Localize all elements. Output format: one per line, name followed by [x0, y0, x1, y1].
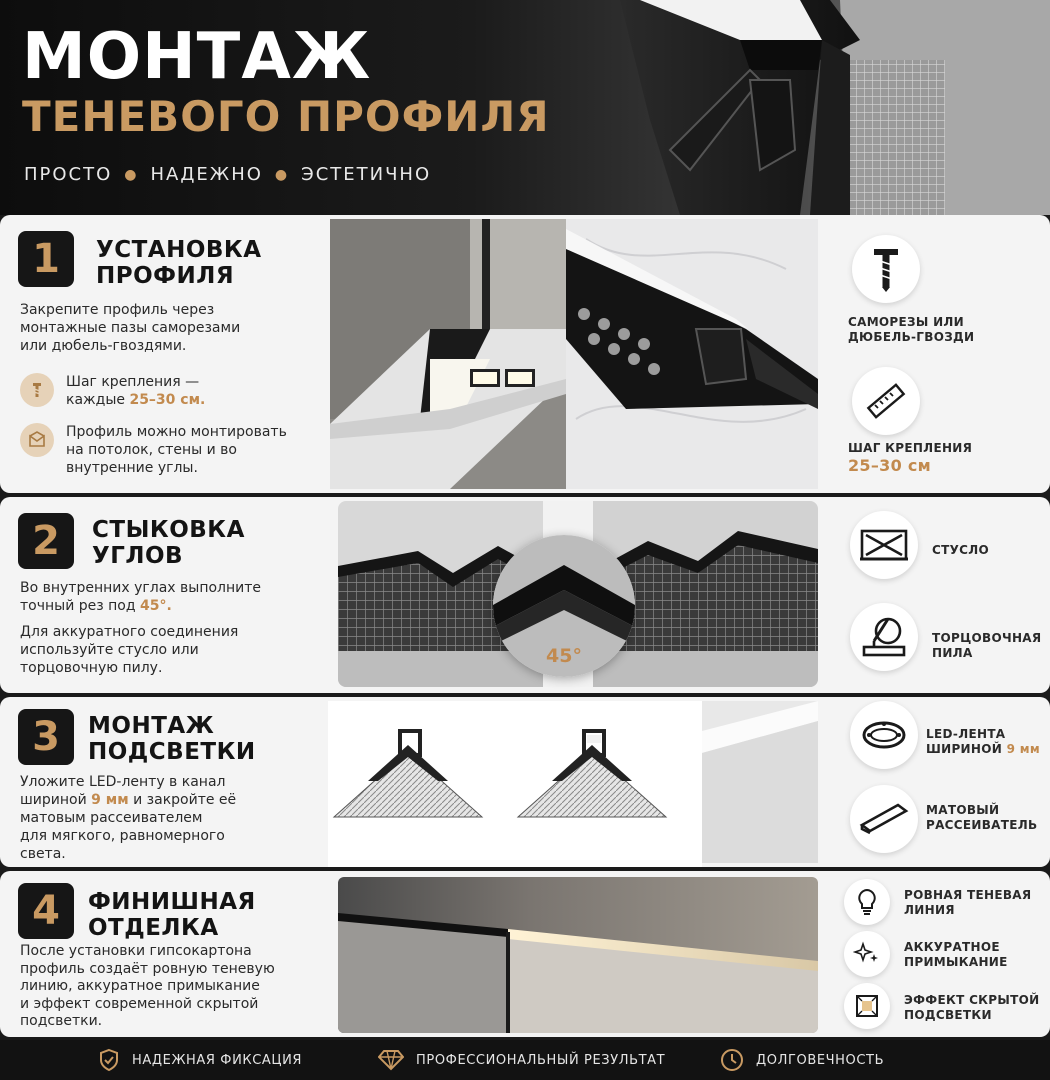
section-description: Во внутренних углах выполните точный рез под 45°.: [20, 580, 262, 614]
led-strip-icon: [850, 701, 918, 769]
miter-box-icon: [850, 511, 918, 579]
label-diffuser: МАТОВЫЙ РАССЕИВАТЕЛЬ: [926, 803, 1038, 832]
section-description: После установки гипсокартона профиль создаёт ровную теневую линию, аккуратное примыкание и эффект современной скрытой подсветки.: [20, 943, 275, 1029]
section-title: ФИНИШНАЯ ОТДЕЛКА: [88, 889, 256, 941]
footer-item-durability: ДОЛГОВЕЧНОСТЬ: [720, 1048, 884, 1072]
header: [0, 0, 1050, 215]
shield-check-icon: [98, 1048, 120, 1072]
dot-icon: ●: [124, 166, 139, 183]
section-finishing: [0, 871, 1050, 1037]
label-miter-saw: ТОРЦОВОЧНАЯ ПИЛА: [932, 631, 1042, 660]
footer-item-reliable: НАДЕЖНАЯ ФИКСАЦИЯ: [98, 1048, 302, 1072]
hidden-light-icon: [844, 983, 890, 1029]
sparkle-icon: [844, 931, 890, 977]
label-fastening-step: ШАГ КРЕПЛЕНИЯ 25–30 см: [848, 441, 973, 475]
tagline-item: ПРОСТО: [24, 164, 113, 185]
section-description: Закрепите профиль через монтажные пазы саморезами или дюбель-гвоздями.: [20, 302, 241, 354]
photo-profile-closeup: [566, 219, 818, 489]
label-hidden-lighting: ЭФФЕКТ СКРЫТОЙ ПОДСВЕТКИ: [904, 993, 1040, 1022]
diagram-profile-cross-section: [328, 701, 702, 867]
tagline-item: НАДЕЖНО: [150, 164, 263, 185]
diamond-icon: [378, 1049, 404, 1071]
section-description-tools: Для аккуратного соединения используйте стусло или торцовочную пилу.: [20, 624, 239, 676]
tagline-item: ЭСТЕТИЧНО: [301, 164, 432, 185]
corner-icon: [20, 423, 54, 457]
photo-corner-profile: [330, 219, 566, 489]
page-subtitle: ТЕНЕВОГО ПРОФИЛЯ: [22, 92, 550, 141]
section-title: УСТАНОВКА ПРОФИЛЯ: [96, 237, 262, 289]
clock-icon: [720, 1048, 744, 1072]
section-description: Уложите LED-ленту в канал шириной 9 мм и закройте её матовым рассеивателем для мягкого, равномерного света.: [20, 774, 237, 862]
angle-label: 45°: [546, 645, 582, 667]
label-miter-box: СТУСЛО: [932, 543, 990, 557]
tagline: [24, 164, 431, 185]
screw-icon: [852, 235, 920, 303]
step-number: 2: [18, 513, 74, 569]
bulb-icon: [844, 879, 890, 925]
label-shadow-line: РОВНАЯ ТЕНЕВАЯ ЛИНИЯ: [904, 888, 1032, 917]
screw-icon: [20, 373, 54, 407]
section-corner-joining: [0, 497, 1050, 693]
label-fasteners: САМОРЕЗЫ ИЛИ ДЮБЕЛЬ-ГВОЗДИ: [848, 315, 975, 344]
angle-detail-circle: [493, 535, 635, 677]
dot-icon: ●: [274, 166, 290, 183]
section-install-profile: [0, 215, 1050, 493]
footer-item-professional: ПРОФЕССИОНАЛЬНЫЙ РЕЗУЛЬТАТ: [378, 1049, 665, 1071]
photo-finished-shadow-line: [338, 877, 818, 1033]
step-number: 4: [18, 883, 74, 939]
diffuser-icon: [850, 785, 918, 853]
page-title: МОНТАЖ: [22, 20, 372, 94]
miter-saw-icon: [850, 603, 918, 671]
section-lighting-install: [0, 697, 1050, 867]
footer: [0, 1040, 1050, 1080]
section-title: МОНТАЖ ПОДСВЕТКИ: [88, 713, 256, 765]
section-title: СТЫКОВКА УГЛОВ: [92, 517, 245, 569]
hero-profile-image: [560, 0, 1050, 215]
step-number: 1: [18, 231, 74, 287]
photo-light-line: [702, 701, 818, 863]
label-led-strip: LED-ЛЕНТА ШИРИНОЙ 9 мм: [926, 727, 1040, 756]
label-neat-joint: АККУРАТНОЕ ПРИМЫКАНИЕ: [904, 940, 1008, 969]
ruler-icon: [852, 367, 920, 435]
step-number: 3: [18, 709, 74, 765]
bullet-mount-surfaces: Профиль можно монтировать на потолок, стены и во внутренние углы.: [20, 423, 287, 477]
bullet-fastening-step: Шаг крепления — каждые 25–30 см.: [20, 373, 205, 409]
